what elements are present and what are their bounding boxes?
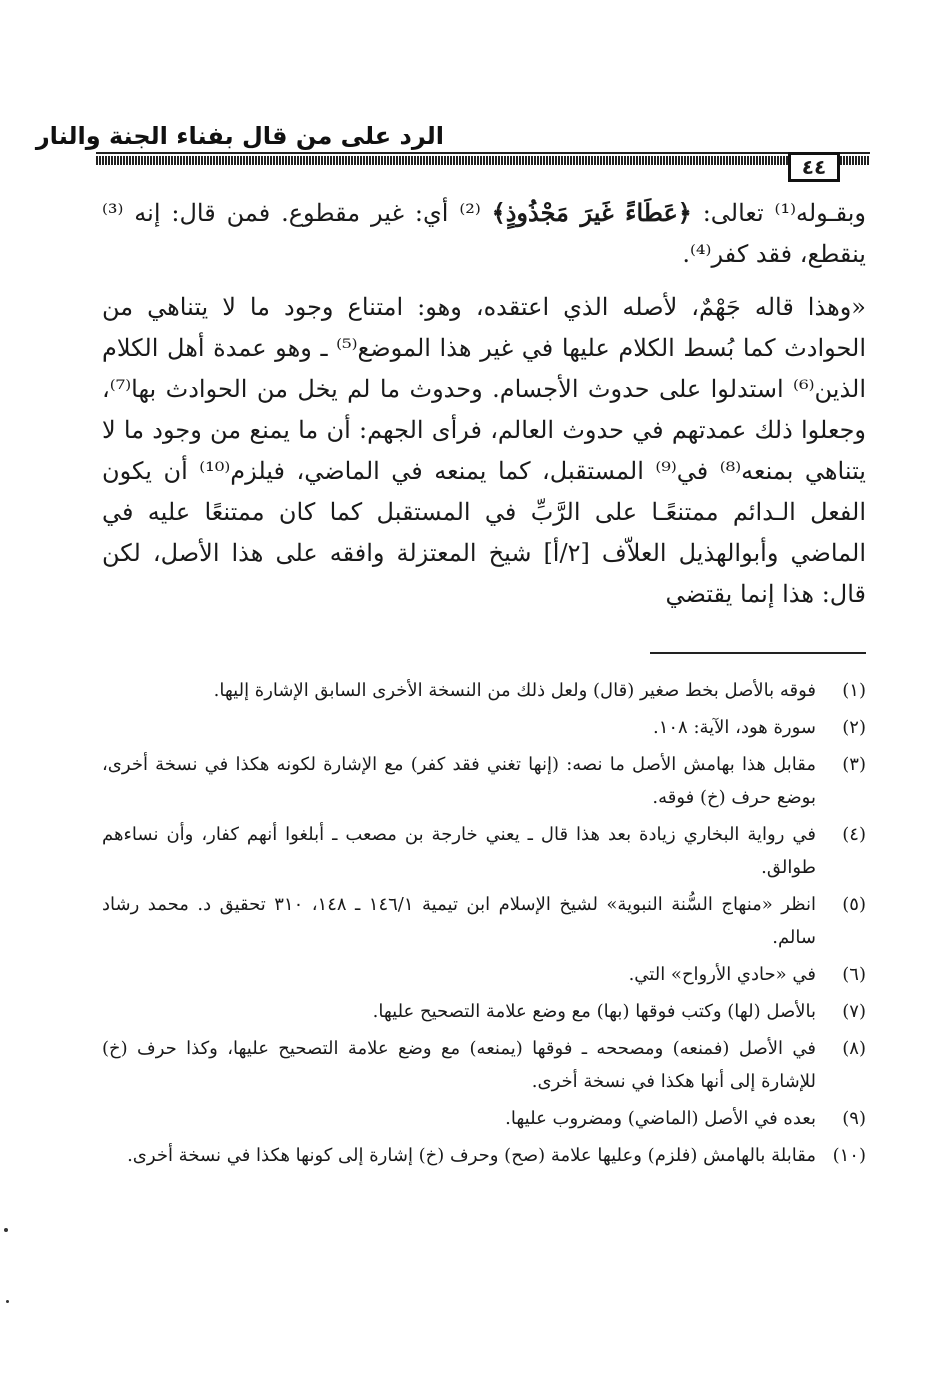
- running-title: الرد على من قال بفناء الجنة والنار: [35, 122, 444, 150]
- footnote-text: سورة هود، الآية: ١٠٨.: [652, 717, 816, 738]
- footnote-text: فوقه بالأصل بخط صغير (قال) ولعل ذلك من النسخة الأخرى السابق الإشارة إليها.: [213, 680, 816, 701]
- footnote-number: (١٠): [832, 1145, 866, 1166]
- footnote-10: [102, 1139, 866, 1172]
- footnote-text: في «حادي الأرواح» التي.: [628, 964, 816, 985]
- header-rule-thin: [96, 152, 870, 154]
- footnote-separator: [650, 652, 866, 654]
- scan-speck: [6, 1300, 9, 1303]
- quran-verse: ﴿عَطَاءً غَيرَ مَجْذُوذٍ﴾: [491, 198, 692, 227]
- footnote-number: (٦): [842, 964, 866, 985]
- main-text: [102, 192, 866, 615]
- footnote-text: انظر «منهاج السُّنة النبوية» لشيخ الإسلام ابن تيمية ١٤٦/١ ـ ١٤٨، ٣١٠ تحقيق د. محمد رشاد سالم.: [102, 894, 816, 948]
- footnote-7: [102, 995, 866, 1028]
- footnote-number: (٩): [842, 1108, 866, 1129]
- header-rule: [96, 156, 870, 165]
- paragraph-1-after-verse: ⁽²⁾ أي: غير مقطوع. فمن قال: إنه ⁽³⁾ ينقطع، فقد كفر⁽⁴⁾.: [102, 199, 866, 268]
- footnotes: [102, 674, 866, 1176]
- footnote-8: [102, 1032, 866, 1098]
- footnote-number: (٢): [842, 717, 866, 738]
- footnote-2: [102, 711, 866, 744]
- footnote-5: [102, 888, 866, 954]
- footnote-9: [102, 1102, 866, 1135]
- footnote-text: مقابل هذا بهامش الأصل ما نصه: (إنها تغني فقد كفر) مع الإشارة لكونه هكذا في نسخة أخرى، بوضع حرف (خ) فوقه.: [102, 754, 816, 808]
- footnote-number: (٥): [842, 894, 866, 915]
- footnote-number: (٤): [842, 824, 866, 845]
- footnote-text: مقابلة بالهامش (فلزم) وعليها علامة (صح) وحرف (خ) إشارة إلى كونها هكذا في نسخة أخرى.: [127, 1145, 816, 1166]
- footnote-number: (٣): [842, 754, 866, 775]
- footnote-number: (٨): [842, 1038, 866, 1059]
- footnote-text: بعده في الأصل (الماضي) ومضروب عليها.: [505, 1108, 816, 1129]
- footnote-4: [102, 818, 866, 884]
- scan-speck: [4, 1228, 8, 1232]
- footnote-3: [102, 748, 866, 814]
- footnote-text: في الأصل (فمنعه) ومصححه ـ فوقها (يمنعه) مع وضع علامة التصحيح عليها، وكذا حرف (خ) للإشارة إلى أنها هكذا في نسخة أخرى.: [102, 1038, 816, 1092]
- footnote-number: (١): [842, 680, 866, 701]
- footnote-text: بالأصل (لها) وكتب فوقها (بها) مع وضع علامة التصحيح عليها.: [372, 1001, 816, 1022]
- paragraph-1: [102, 192, 866, 275]
- footnote-text: في رواية البخاري زيادة بعد هذا قال ـ يعني خارجة بن مصعب ـ أبلغوا أنهم كفار، وأن نساءهم طوالق.: [102, 824, 816, 878]
- footnote-1: [102, 674, 866, 707]
- footnote-number: (٧): [842, 1001, 866, 1022]
- paragraph-2: «وهذا قاله جَهْمٌ، لأصله الذي اعتقده، وهو: امتناع وجود ما لا يتناهي من الحوادث كما بُسط الكلام عليها في غير هذا الموضع⁽⁵⁾ ـ وهو عمدة أهل الكلام الذين⁽⁶⁾ استدلوا على حدوث الأجسام. وحدوث ما لم يخل من الحوادث بها⁽⁷⁾، وجعلوا ذلك عمدتهم في حدوث العالم، فرأى الجهم: أن ما يمنع من وجود ما لا يتناهي بمنعه⁽⁸⁾ في⁽⁹⁾ المستقبل، كما يمنعه في الماضي، فيلزم⁽¹⁰⁾ أن يكون الفعل الـدائم ممتنعًـا على الرَّبِّ في المستقبل كما كان ممتنعًا عليه في الماضي وأبوالهذيل العلاّف [٢/أ] شيخ المعتزلة وافقه على هذا الأصل، لكن قال: هذا إنما يقتضي: [102, 293, 867, 608]
- page-number: ٤٤: [788, 152, 840, 182]
- footnote-6: [102, 958, 866, 991]
- paragraph-1-before-verse: وبقـوله⁽¹⁾ تعالى:: [691, 199, 866, 227]
